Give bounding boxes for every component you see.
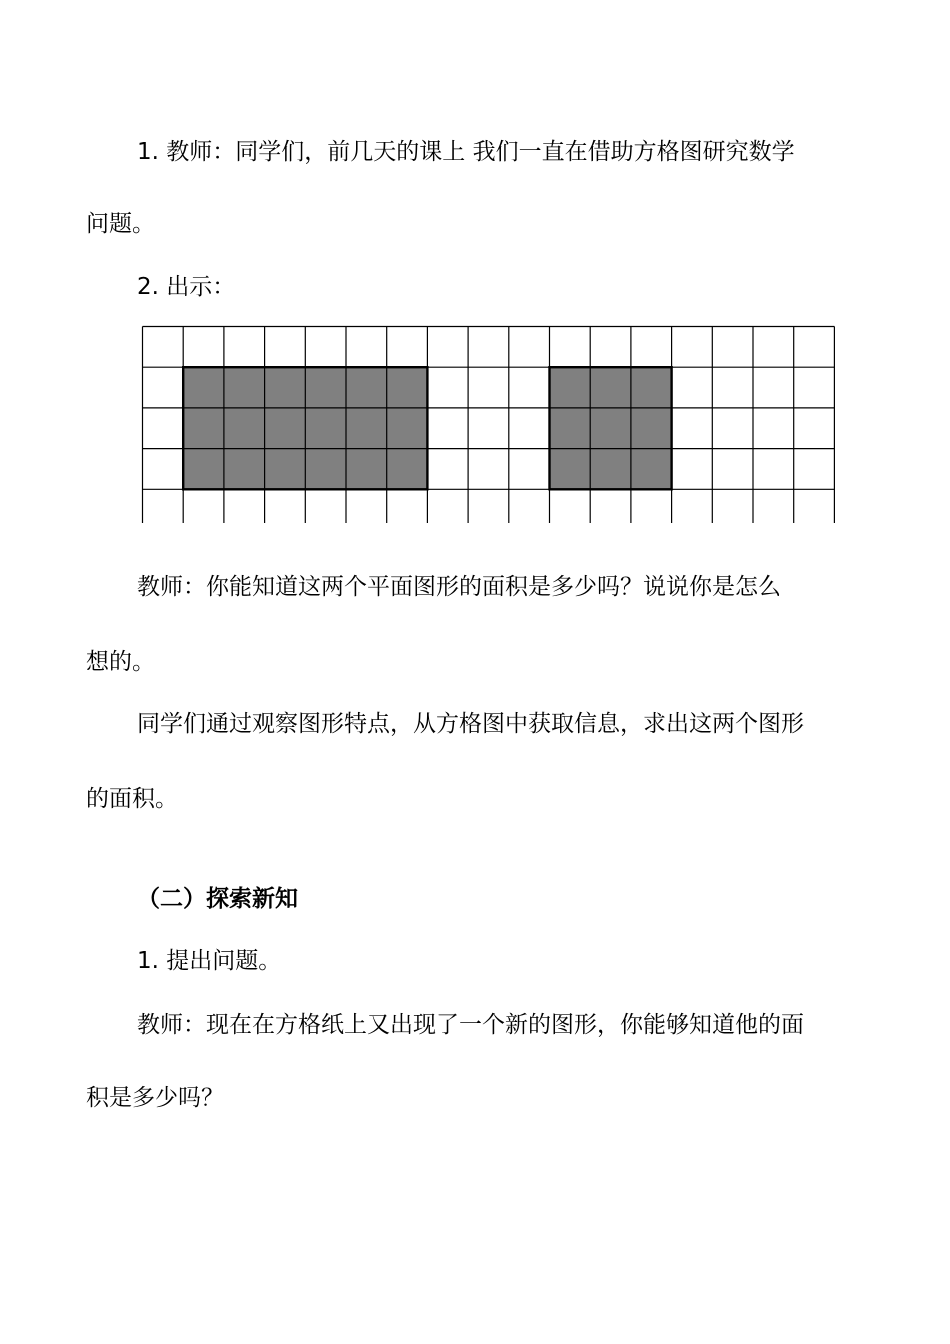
paragraph-4-line-2: 的面积。 bbox=[86, 786, 178, 812]
paragraph-2: 2. 出示： bbox=[137, 274, 236, 300]
paragraph-3-line-2: 想的。 bbox=[86, 649, 155, 675]
paragraph-6-line-2: 积是多少吗？ bbox=[86, 1085, 224, 1111]
paragraph-6-line-1: 教师：现在在方格纸上又出现了一个新的图形，你能够知道他的面 bbox=[137, 1012, 804, 1038]
paragraph-4-line-1: 同学们通过观察图形特点，从方格图中获取信息，求出这两个图形 bbox=[137, 711, 804, 737]
section-heading: （二）探索新知 bbox=[137, 886, 298, 912]
paragraph-3-line-1: 教师：你能知道这两个平面图形的面积是多少吗？说说你是怎么 bbox=[137, 574, 781, 600]
paragraph-5: 1. 提出问题。 bbox=[137, 948, 282, 974]
grid-figure bbox=[141, 325, 835, 523]
paragraph-1-line-1: 1. 教师：同学们，前几天的课上 我们一直在借助方格图研究数学 bbox=[137, 139, 795, 165]
paragraph-1-line-2: 问题。 bbox=[86, 211, 155, 237]
shaded-square bbox=[550, 367, 672, 489]
